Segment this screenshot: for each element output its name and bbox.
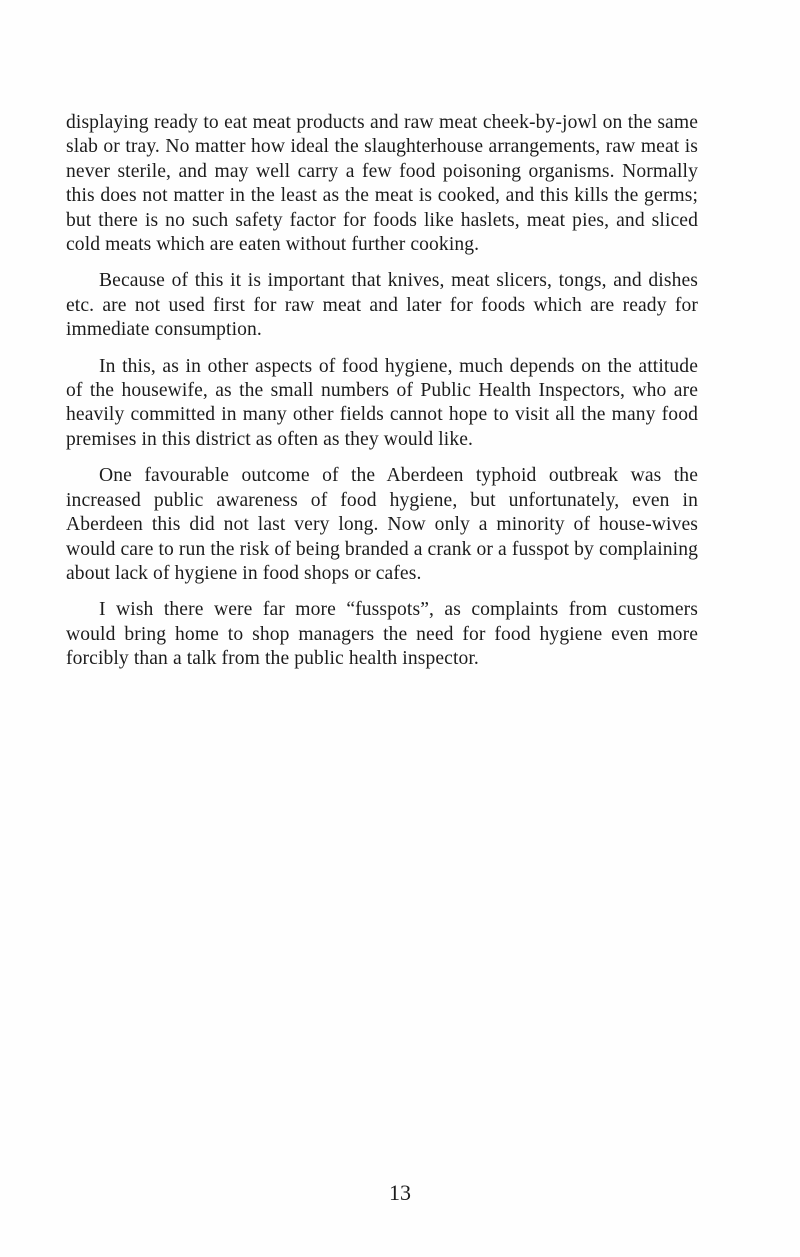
paragraph-2: Because of this it is important that knives, meat slicers, tongs, and dishes etc. are not used first for raw meat and later for foods which are ready for immediate consumption. <box>66 270 698 341</box>
paragraph-1: displaying ready to eat meat products and raw meat cheek-by-jowl on the same slab or tray. No matter how ideal the slaughterhouse arrangements, raw meat is never sterile, and may well carry a few food poisoning organisms. Normally this does not matter in the least as the meat is cooked, and this kills the germs; but there is no such safety factor for foods like haslets, meat pies, and sliced cold meats which are eaten without further cooking. <box>66 112 698 256</box>
paragraph-4: One favourable outcome of the Aberdeen typhoid outbreak was the increased public awareness of food hygiene, but unfortunately, even in Aberdeen this did not last very long. Now only a minority of house-wives would care to run the risk of being branded a crank or a fusspot by complaining about lack of hygiene in food shops or cafes. <box>66 465 699 584</box>
paragraph-3: In this, as in other aspects of food hygiene, much depends on the attitude of the housewife, as the small numbers of Public Health Inspectors, who are heavily committed in many other fields cannot hope to visit all the many food premises in this district as often as they would like. <box>66 355 698 450</box>
body-text <box>66 111 698 684</box>
page-number: 13 <box>389 1180 411 1205</box>
paragraph-5: I wish there were far more “fusspots”, as complaints from customers would bring home to shop managers the need for food hygiene even more forcibly than a talk from the public health inspector. <box>66 599 698 670</box>
